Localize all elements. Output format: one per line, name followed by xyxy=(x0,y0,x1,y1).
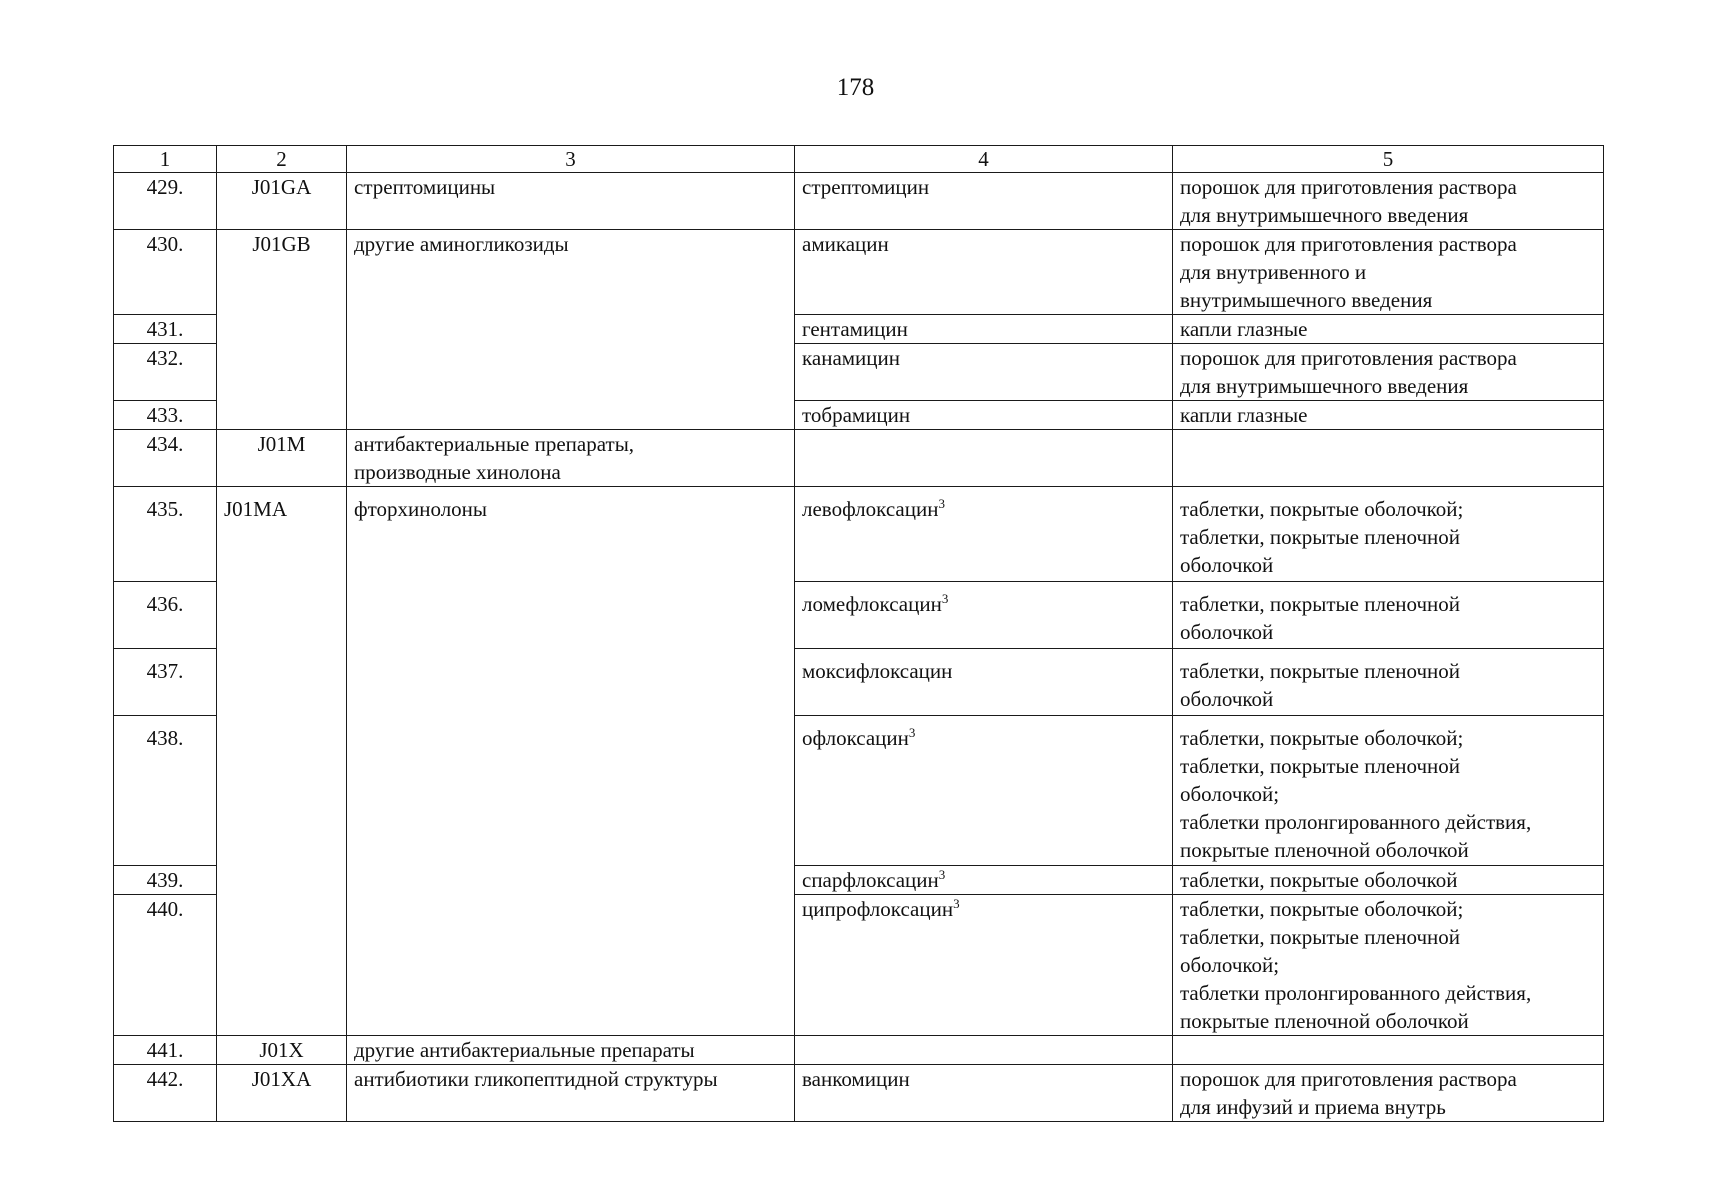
table-row xyxy=(114,173,1604,230)
drug-name xyxy=(795,315,1173,344)
drug-name xyxy=(795,895,1173,1036)
row-number: 440. xyxy=(114,895,217,1036)
anatomical-therapeutic-group: стрептомицины xyxy=(347,173,795,230)
anatomical-therapeutic-group: фторхинолоны xyxy=(347,487,795,1036)
anatomical-therapeutic-group: антибактериальные препараты, производные хинолона xyxy=(347,430,795,487)
dosage-form: таблетки, покрытые пленочной оболочкой xyxy=(1173,649,1604,716)
row-number: 430. xyxy=(114,230,217,315)
column-number: 3 xyxy=(347,146,795,173)
row-number: 436. xyxy=(114,582,217,649)
dosage-form: порошок для приготовления раствора для внутривенного и внутримышечного введения xyxy=(1173,230,1604,315)
footnote-mark: 3 xyxy=(908,725,916,740)
drug-name-text: стрептомицин xyxy=(802,175,930,199)
anatomical-therapeutic-group: антибиотики гликопептидной структуры xyxy=(347,1065,795,1122)
row-number: 437. xyxy=(114,649,217,716)
drug-name-text: канамицин xyxy=(802,346,901,370)
drug-name xyxy=(795,716,1173,866)
drug-name xyxy=(795,344,1173,401)
drug-name xyxy=(795,173,1173,230)
atc-code: J01GB xyxy=(217,230,347,430)
table-row xyxy=(114,487,1604,582)
row-number: 441. xyxy=(114,1036,217,1065)
atc-code: J01MA xyxy=(217,487,347,1036)
drug-name-text: ломефлоксацин xyxy=(802,592,942,616)
column-number: 1 xyxy=(114,146,217,173)
table-row xyxy=(114,1036,1604,1065)
column-number: 2 xyxy=(217,146,347,173)
dosage-form: таблетки, покрытые пленочной оболочкой xyxy=(1173,582,1604,649)
drug-name-text: ципрофлоксацин xyxy=(802,897,954,921)
atc-code: J01XA xyxy=(217,1065,347,1122)
atc-code: J01X xyxy=(217,1036,347,1065)
dosage-form: таблетки, покрытые оболочкой xyxy=(1173,866,1604,895)
drug-name xyxy=(795,401,1173,430)
column-number: 4 xyxy=(795,146,1173,173)
row-number: 439. xyxy=(114,866,217,895)
drug-name-text: офлоксацин xyxy=(802,726,909,750)
dosage-form: капли глазные xyxy=(1173,401,1604,430)
drug-name xyxy=(795,866,1173,895)
drug-name-text: гентамицин xyxy=(802,317,908,341)
row-number: 442. xyxy=(114,1065,217,1122)
footnote-mark: 3 xyxy=(953,896,960,911)
drug-name xyxy=(795,430,1173,487)
anatomical-therapeutic-group: другие аминогликозиды xyxy=(347,230,795,430)
footnote-mark: 3 xyxy=(941,591,949,606)
dosage-form: порошок для приготовления раствора для внутримышечного введения xyxy=(1173,173,1604,230)
row-number: 438. xyxy=(114,716,217,866)
drug-name-text: левофлоксацин xyxy=(802,497,939,521)
atc-code: J01GA xyxy=(217,173,347,230)
table-row xyxy=(114,430,1604,487)
dosage-form: таблетки, покрытые оболочкой; таблетки, покрытые пленочной оболочкой; таблетки пролонгированного действия, покрытые пленочной оболочкой xyxy=(1173,716,1604,866)
drug-name xyxy=(795,582,1173,649)
row-number: 435. xyxy=(114,487,217,582)
drug-name xyxy=(795,230,1173,315)
dosage-form xyxy=(1173,430,1604,487)
dosage-form: порошок для приготовления раствора для внутримышечного введения xyxy=(1173,344,1604,401)
drug-name-text: амикацин xyxy=(802,232,889,256)
drug-name-text: моксифлоксацин xyxy=(802,659,953,683)
drug-name-text: спарфлоксацин xyxy=(802,868,939,892)
drug-name xyxy=(795,1036,1173,1065)
footnote-mark: 3 xyxy=(938,496,945,511)
footnote-mark: 3 xyxy=(938,867,946,882)
dosage-form: таблетки, покрытые оболочкой; таблетки, покрытые пленочной оболочкой xyxy=(1173,487,1604,582)
atc-code: J01M xyxy=(217,430,347,487)
dosage-form xyxy=(1173,1036,1604,1065)
column-number-row xyxy=(114,146,1604,173)
table-row xyxy=(114,1065,1604,1122)
dosage-form: таблетки, покрытые оболочкой; таблетки, покрытые пленочной оболочкой; таблетки пролонгированного действия, покрытые пленочной оболочкой xyxy=(1173,895,1604,1036)
anatomical-therapeutic-group: другие антибактериальные препараты xyxy=(347,1036,795,1065)
drug-name xyxy=(795,1065,1173,1122)
row-number: 429. xyxy=(114,173,217,230)
page-number: 178 xyxy=(836,74,875,101)
drug-name-text: ванкомицин xyxy=(802,1067,910,1091)
drug-list-table xyxy=(113,145,1604,1122)
row-number: 434. xyxy=(114,430,217,487)
dosage-form: порошок для приготовления раствора для инфузий и приема внутрь xyxy=(1173,1065,1604,1122)
column-number: 5 xyxy=(1173,146,1604,173)
drug-name xyxy=(795,649,1173,716)
drug-name-text: тобрамицин xyxy=(802,403,911,427)
drug-name xyxy=(795,487,1173,582)
table-row xyxy=(114,230,1604,315)
row-number: 431. xyxy=(114,315,217,344)
dosage-form: капли глазные xyxy=(1173,315,1604,344)
row-number: 433. xyxy=(114,401,217,430)
row-number: 432. xyxy=(114,344,217,401)
